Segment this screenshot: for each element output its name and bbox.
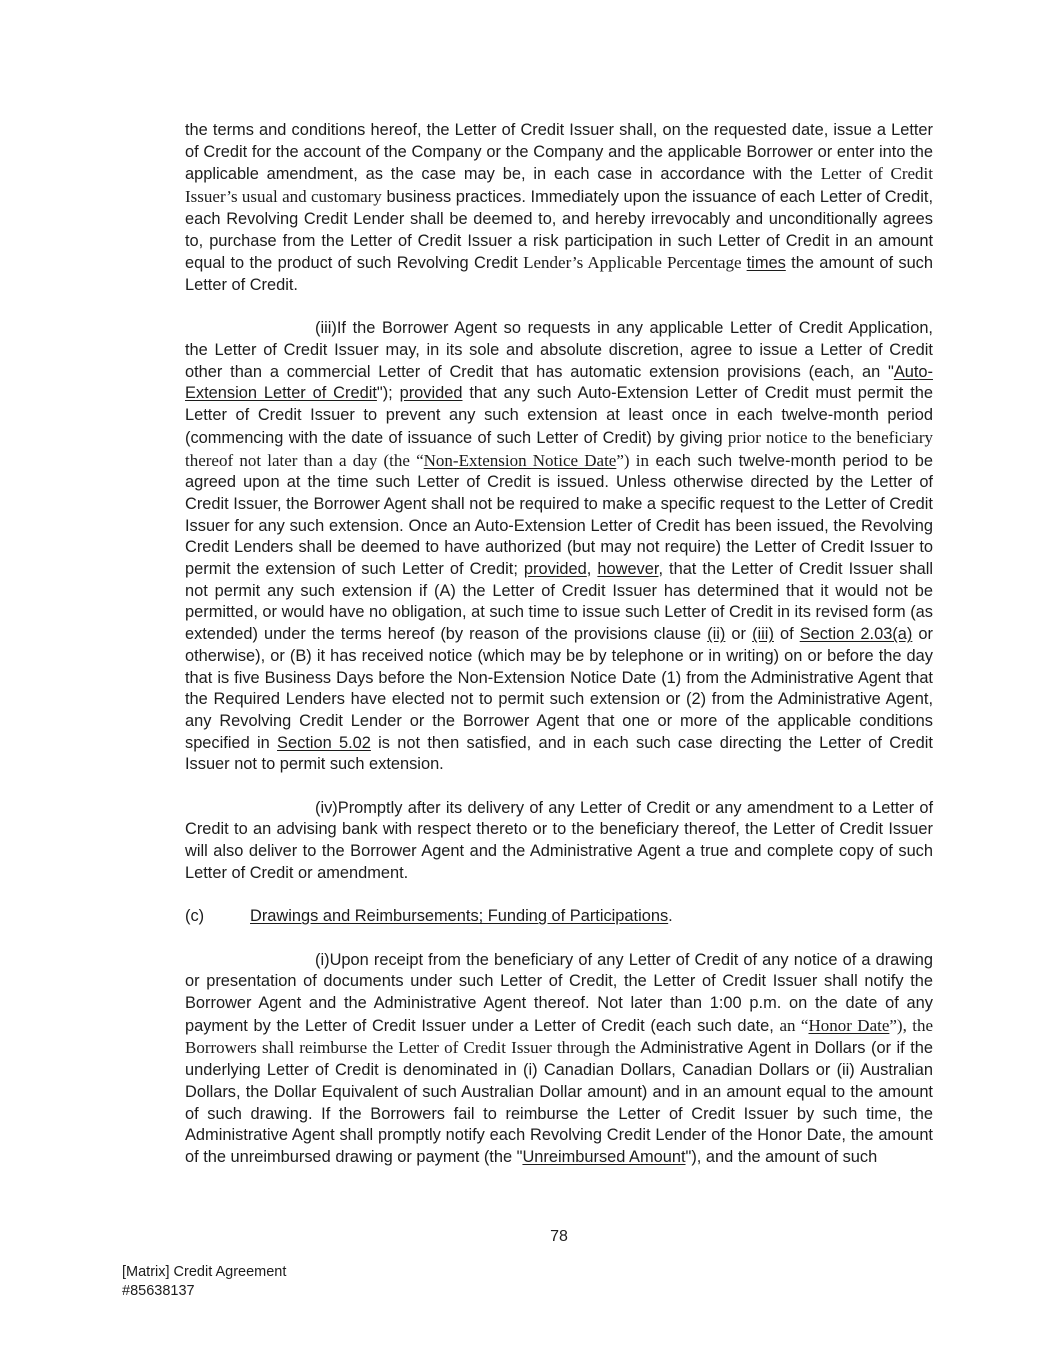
text-run: , that the Letter of Credit Issuer shall not permit any such extension if (A) the Letter of Credit Issuer has determined that it would not be permitted, or would have no obligation, at such time to issue such Letter of Credit in its revised form (as extended) under the terms hereof (by reason of the provisions clause bbox=[185, 560, 933, 644]
text-run: times bbox=[746, 254, 786, 273]
text-run: Section 2.03(a) bbox=[799, 625, 913, 644]
text-run: the amount of such Letter of Credit. bbox=[185, 254, 933, 294]
text-run: If the Borrower Agent so requests in any applicable Letter of Credit Application, the Letter of Credit Issuer may, in its sole and absolute discretion, agree to issue a Letter of Credit other than a commercial Letter of Credit that has automatic extension provisions (each, an " bbox=[185, 319, 933, 381]
text-run: ”), the Borrowers shall reimburse the Letter of Credit Issuer through the bbox=[185, 1015, 933, 1058]
text-run: Unreimbursed Amount bbox=[522, 1147, 686, 1166]
document-body bbox=[185, 120, 933, 1169]
text-run: Non-Extension Notice Date bbox=[423, 450, 617, 470]
text-run: , bbox=[586, 560, 598, 579]
text-run: is not then satisfied, and in each such case directing the Letter of Credit Issuer not to permit such extension. bbox=[185, 733, 933, 774]
paragraph-label: (iii) bbox=[315, 319, 337, 338]
text-run: that any such Auto-Extension Letter of Credit must permit the Letter of Credit Issuer to prevent any such extension at least once in each twelve-month period (commencing with the date of issuance of such Letter of Credit) by giving bbox=[185, 384, 933, 447]
paragraph bbox=[185, 950, 933, 1169]
footer-line-2: #85638137 bbox=[122, 1283, 195, 1299]
text-run: or bbox=[725, 625, 753, 644]
paragraph bbox=[185, 906, 933, 928]
text-run: Promptly after its delivery of any Letter of Credit or any amendment to a Letter of Credit to an advising bank with respect thereto or to the beneficiary thereof, the Letter of Credit Issuer will also deliver to the Borrower Agent and the Administrative Agent a true and complete copy of such Letter of Credit or amendment. bbox=[185, 798, 933, 882]
text-run: the terms and conditions hereof, the Letter of Credit Issuer shall, on the requested date, issue a Letter of Credit for the account of the Company or the Company and the applicable Borrower or enter into the applicable amendment, as the case may be, in each case in accordance with the bbox=[185, 121, 933, 184]
text-run: "); bbox=[376, 384, 400, 403]
paragraph bbox=[185, 120, 933, 297]
text-run: however bbox=[597, 560, 659, 579]
text-run: business practices. Immediately upon the issuance of each Letter of Credit, each Revolving Credit Lender shall be deemed to, and hereby irrevocably and unconditionally agrees to, purchase from the Letter of Credit Issuer a risk participation in such Letter of Credit in an amount equal to the product of such Revolving Credit bbox=[185, 188, 933, 273]
paragraph-label: (c) bbox=[185, 907, 205, 926]
text-run: Lender’s Applicable Percentage bbox=[523, 253, 747, 273]
text-run: prior notice to the beneficiary thereof not later than a day (the “ bbox=[185, 427, 933, 470]
footer bbox=[122, 1263, 286, 1301]
paragraph bbox=[185, 798, 933, 885]
text-run: Auto-Extension Letter of Credit bbox=[185, 362, 933, 403]
text-run: "), and the amount of such bbox=[685, 1147, 878, 1166]
text-run: provided bbox=[523, 560, 587, 579]
text-run: an “ bbox=[779, 1015, 809, 1035]
text-run: Administrative Agent in Dollars (or if the underlying Letter of Credit is denominated in (i) Canadian Dollars, Canadian Dollars or (ii) Australian Dollars, the Dollar Equivalent of such Australian Dollar amount) and in an amount equal to the amount of such drawing. If the Borrowers fail to reimburse the Letter of Credit Issuer by such time, the Administrative Agent shall promptly notify each Revolving Credit Lender of the Honor Date, the amount of the unreimbursed drawing or payment (the " bbox=[185, 1039, 933, 1166]
text-run: (iii) bbox=[752, 625, 774, 644]
footer-line-1: [Matrix] Credit Agreement bbox=[122, 1264, 287, 1280]
text-run: Section 5.02 bbox=[277, 733, 371, 752]
page-number: 78 bbox=[550, 1228, 568, 1245]
text-run: (ii) bbox=[707, 625, 726, 644]
text-run: . bbox=[668, 907, 673, 926]
text-run: Letter of Credit Issuer’s usual and customary bbox=[185, 164, 933, 207]
text-run: or otherwise), or (B) it has received notice (which may be by telephone or in writing) on or before the day that is five Business Days before the Non-Extension Notice Date (1) from the Administrative Agent that the Required Lenders have elected not to permit such extension or (2) from the Administrative Agent, any Revolving Credit Lender or the Borrower Agent that one or more of the applicable conditions specified in bbox=[185, 625, 933, 752]
text-run: of bbox=[773, 625, 800, 644]
text-run: Drawings and Reimbursements; Funding of Participations bbox=[250, 907, 669, 926]
text-run: each such twelve-month period to be agreed upon at the time such Letter of Credit is issued. Unless otherwise directed by the Letter of Credit Issuer, the Borrower Agent shall not be required to make a specific request to the Letter of Credit Issuer for any such extension. Once an Auto-Extension Letter of Credit has been issued, the Revolving Credit Lenders shall be deemed to have authorized (but may not require) the Letter of Credit Issuer to permit the extension of such Letter of Credit; bbox=[185, 451, 933, 579]
paragraph-label: (i) bbox=[315, 950, 330, 969]
paragraph bbox=[185, 318, 933, 776]
text-run: ”) in bbox=[616, 450, 649, 470]
paragraph-label: (iv) bbox=[315, 798, 338, 817]
text-run: Upon receipt from the beneficiary of any Letter of Credit of any notice of a drawing or presentation of documents under such Letter of Credit, the Letter of Credit Issuer shall notify the Borrower Agent and the Administrative Agent thereof. Not later than 1:00 p.m. on the date of any payment by the Letter of Credit Issuer under a Letter of Credit (each such date, bbox=[185, 950, 933, 1035]
text-run: provided bbox=[399, 384, 463, 403]
text-run: Honor Date bbox=[808, 1015, 890, 1035]
